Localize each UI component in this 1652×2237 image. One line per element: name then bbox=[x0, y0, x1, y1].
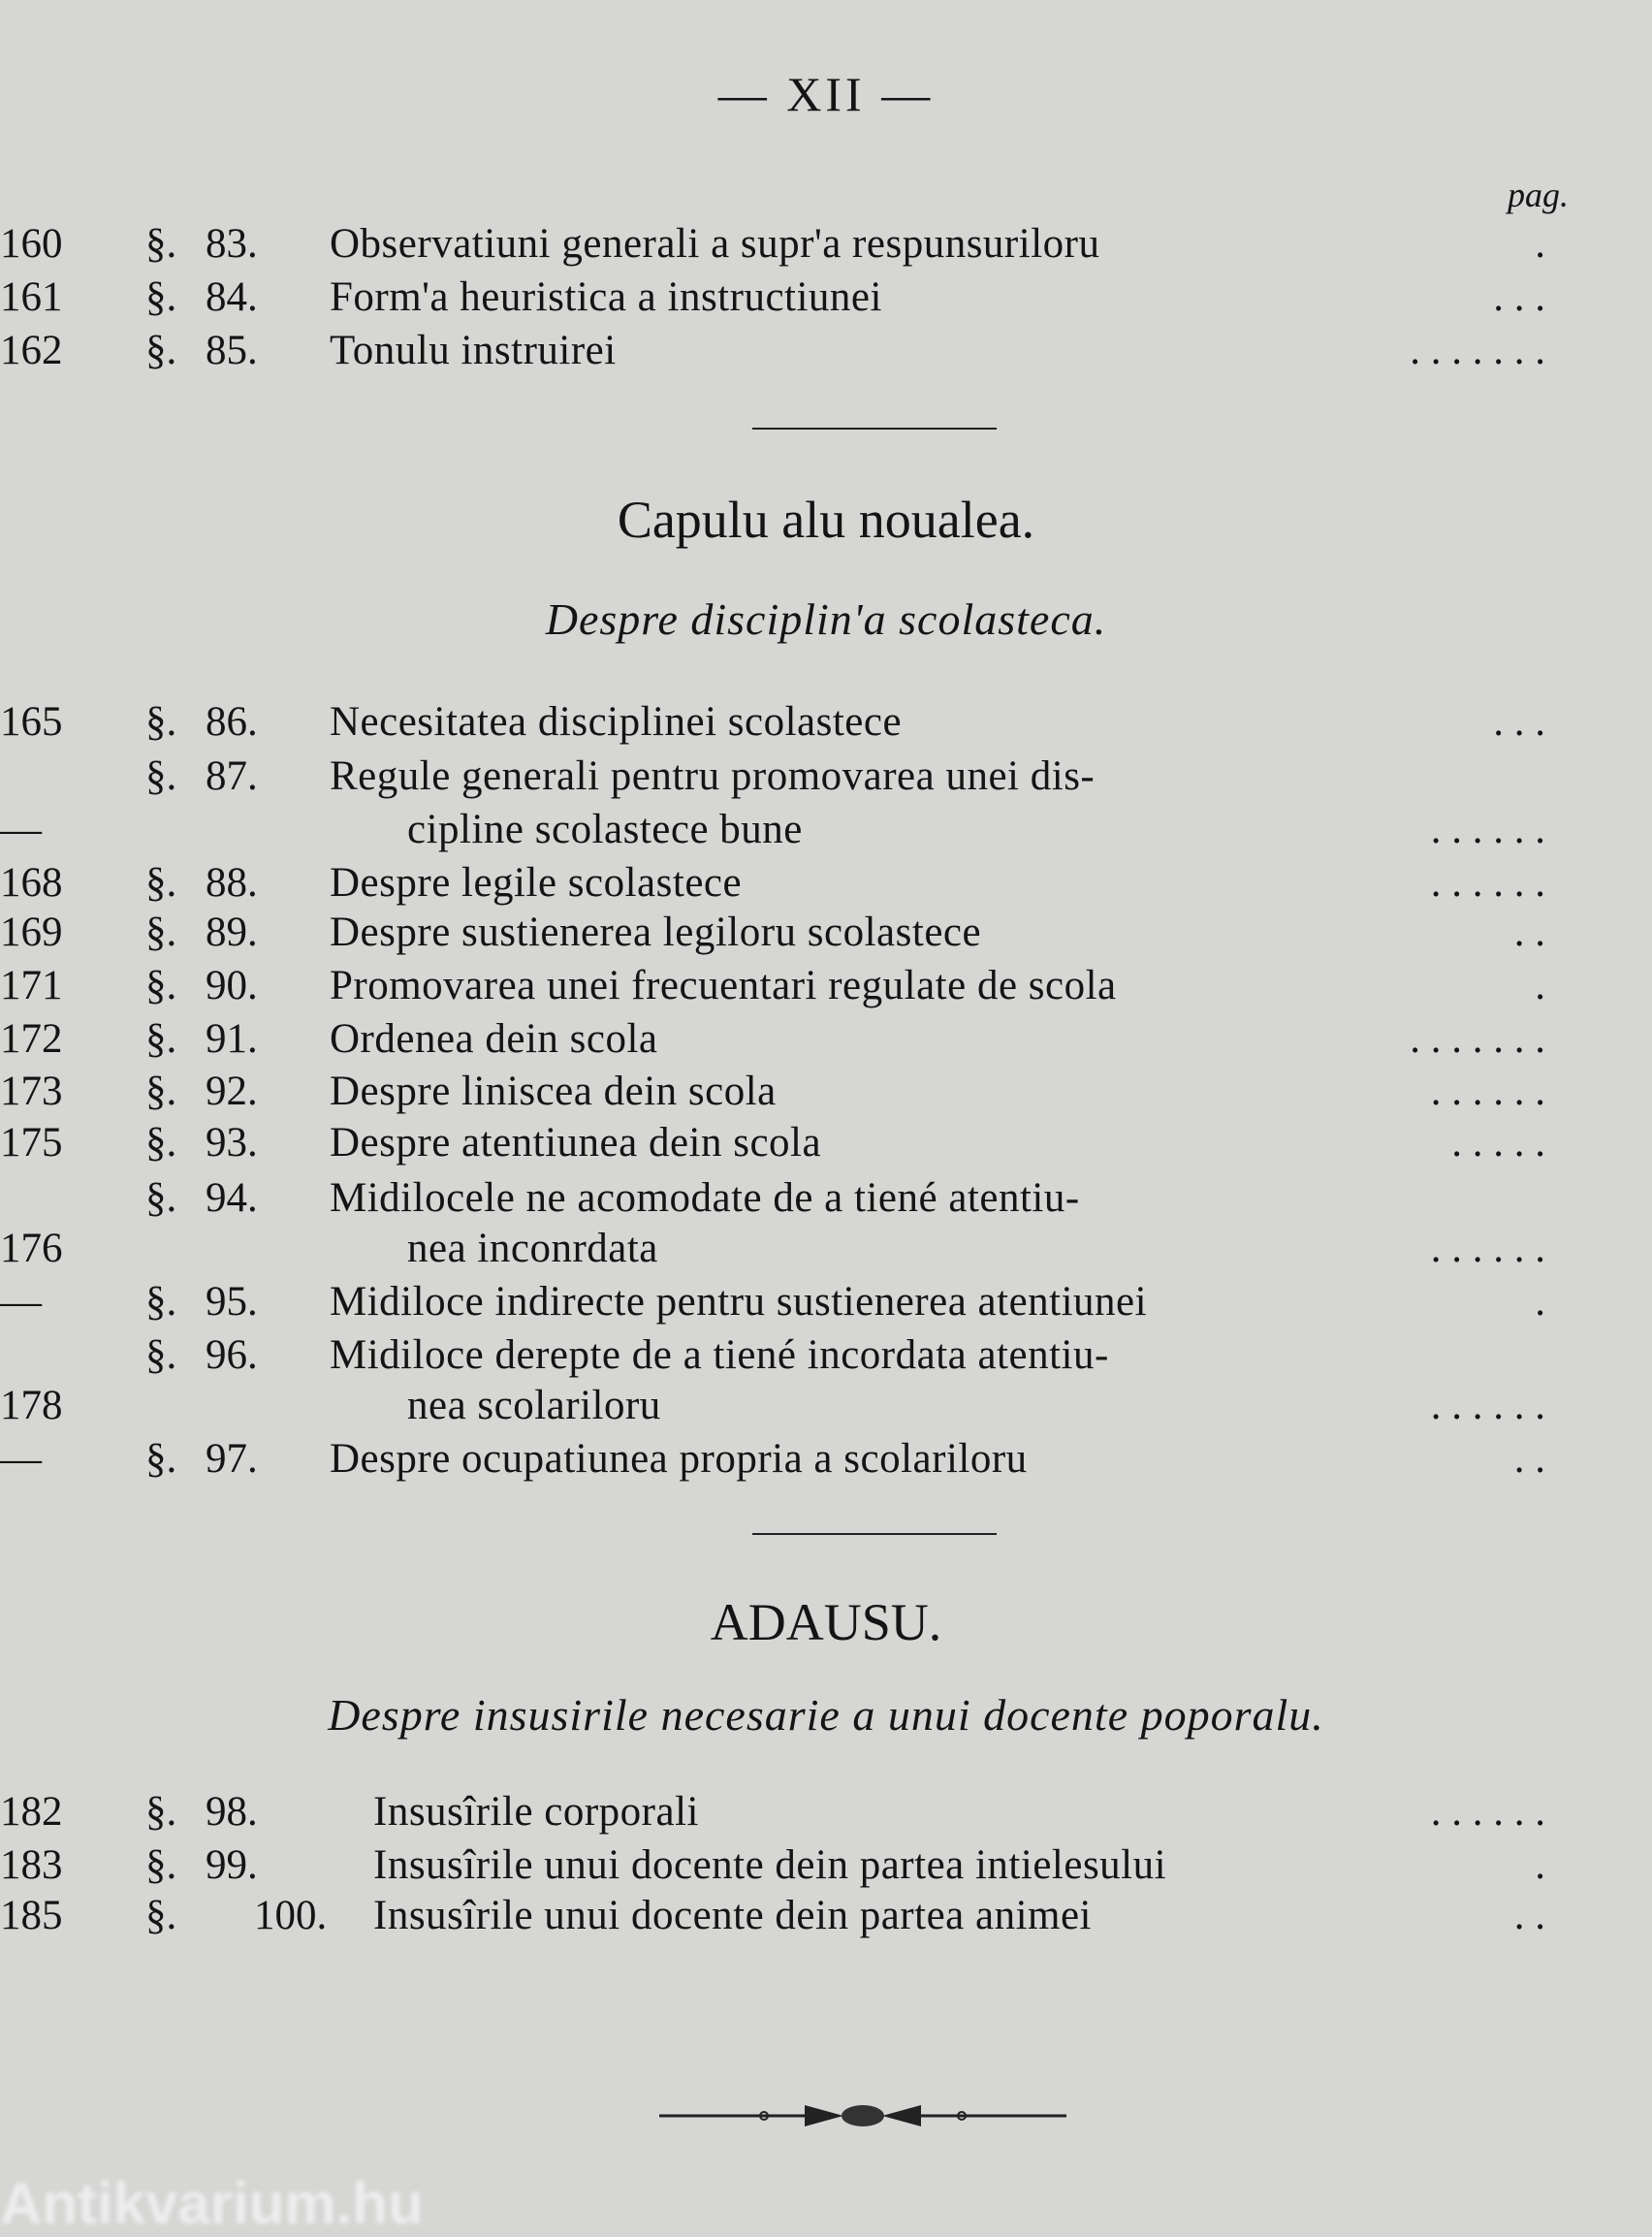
page-number: 178 bbox=[0, 1383, 63, 1428]
toc-entry bbox=[0, 960, 1652, 1012]
toc-entry bbox=[0, 751, 1652, 803]
section-sign: §. bbox=[145, 1120, 177, 1166]
leader-dots: . . . . . . bbox=[1430, 1383, 1545, 1428]
section-sign: §. bbox=[145, 1069, 177, 1114]
section-number: 99. bbox=[206, 1842, 258, 1888]
section-sign: §. bbox=[145, 1436, 177, 1482]
leader-dots: . . . . . . . bbox=[1410, 328, 1545, 373]
ornament-divider bbox=[659, 2099, 1066, 2132]
page-number: 169 bbox=[0, 910, 63, 955]
toc-entry bbox=[0, 1329, 1652, 1382]
divider-rule bbox=[752, 1533, 997, 1535]
divider-rule bbox=[752, 428, 997, 430]
page-number: — bbox=[0, 1436, 42, 1482]
leader-dots: . . bbox=[1513, 910, 1545, 955]
toc-entry bbox=[0, 1380, 1652, 1432]
section-number: 95. bbox=[206, 1279, 258, 1325]
section-sign: §. bbox=[145, 328, 177, 373]
leader-dots: . bbox=[1535, 1279, 1545, 1325]
entry-title: nea inconrdata bbox=[407, 1226, 658, 1271]
page-number: 175 bbox=[0, 1120, 63, 1166]
section-number: 98. bbox=[206, 1789, 258, 1835]
section-number: 92. bbox=[206, 1069, 258, 1114]
entry-title: Promovarea unei frecuentari regulate de scola bbox=[330, 963, 1117, 1008]
toc-entry bbox=[0, 907, 1652, 959]
leader-dots: . . . . . . bbox=[1430, 807, 1545, 852]
page-number: 172 bbox=[0, 1016, 63, 1062]
entry-title: Despre legile scolastece bbox=[330, 860, 743, 906]
entry-title: Observatiuni generali a supr'a respunsuriloru bbox=[330, 221, 1100, 267]
toc-entry bbox=[0, 1839, 1652, 1892]
leader-dots: . . . . . . bbox=[1430, 860, 1545, 906]
page-number: 160 bbox=[0, 221, 63, 267]
leader-dots: . . bbox=[1513, 1893, 1545, 1938]
chapter-title: Capulu alu noualea. bbox=[617, 491, 1035, 549]
section-number: 85. bbox=[206, 328, 258, 373]
page-number: 183 bbox=[0, 1842, 63, 1888]
leader-dots: . . . bbox=[1493, 274, 1545, 320]
entry-title: Insusîrile corporali bbox=[373, 1789, 699, 1835]
entry-title: Despre sustienerea legiloru scolastece bbox=[330, 910, 982, 955]
section-sign: §. bbox=[145, 274, 177, 320]
entry-title: Tonulu instruirei bbox=[330, 328, 617, 373]
page-number: 173 bbox=[0, 1069, 63, 1114]
entry-title: Despre liniscea dein scola bbox=[330, 1069, 777, 1114]
leader-dots: . bbox=[1535, 221, 1545, 267]
section-sign: §. bbox=[145, 1175, 177, 1221]
section-number: 90. bbox=[206, 963, 258, 1008]
section-number: 83. bbox=[206, 221, 258, 267]
leader-dots: . . . . . . . bbox=[1410, 1016, 1545, 1062]
leader-dots: . . . . . . bbox=[1430, 1069, 1545, 1114]
leader-dots: . bbox=[1535, 963, 1545, 1008]
entry-title: Form'a heuristica a instructiunei bbox=[330, 274, 882, 320]
toc-entry bbox=[0, 1433, 1652, 1486]
page-number: 161 bbox=[0, 274, 63, 320]
appendix-title: ADAUSU. bbox=[710, 1593, 942, 1651]
section-sign: §. bbox=[145, 1893, 177, 1938]
toc-entry bbox=[0, 272, 1652, 324]
section-number: 96. bbox=[206, 1332, 258, 1378]
section-sign: §. bbox=[145, 699, 177, 745]
entry-title: Despre ocupatiunea propria a scolariloru bbox=[330, 1436, 1028, 1482]
page-number: 185 bbox=[0, 1893, 63, 1938]
leader-dots: . . . . . bbox=[1451, 1120, 1545, 1166]
entry-title: Midiloce indirecte pentru sustienerea atentiunei bbox=[330, 1279, 1148, 1325]
toc-entry bbox=[0, 1172, 1652, 1225]
section-sign: §. bbox=[145, 910, 177, 955]
section-number: 91. bbox=[206, 1016, 258, 1062]
entry-title: Insusîrile unui docente dein partea animei bbox=[373, 1893, 1092, 1938]
section-number: 87. bbox=[206, 753, 258, 799]
page-number: 171 bbox=[0, 963, 63, 1008]
toc-entry bbox=[0, 1223, 1652, 1275]
watermark: Antikvarium.hu bbox=[0, 2171, 424, 2236]
page-number-header: — XII — bbox=[717, 67, 935, 121]
section-number: 84. bbox=[206, 274, 258, 320]
leader-dots: . . . . . . bbox=[1430, 1226, 1545, 1271]
section-sign: §. bbox=[145, 753, 177, 799]
leader-dots: . . . bbox=[1493, 699, 1545, 745]
entry-title: Regule generali pentru promovarea unei dis- bbox=[330, 753, 1096, 799]
entry-title: Midilocele ne acomodate de a tiené atentiu- bbox=[330, 1175, 1080, 1221]
page-number: 162 bbox=[0, 328, 63, 373]
toc-entry bbox=[0, 218, 1652, 271]
section-number: 100. bbox=[254, 1893, 328, 1938]
toc-entry bbox=[0, 1786, 1652, 1838]
section-sign: §. bbox=[145, 1016, 177, 1062]
section-sign: §. bbox=[145, 860, 177, 906]
leader-dots: . . bbox=[1513, 1436, 1545, 1482]
entry-title: Midiloce derepte de a tiené incordata atentiu- bbox=[330, 1332, 1109, 1378]
toc-entry bbox=[0, 696, 1652, 749]
entry-title: cipline scolastece bune bbox=[407, 807, 803, 852]
page-number: 182 bbox=[0, 1789, 63, 1835]
page-number: 168 bbox=[0, 860, 63, 906]
section-sign: §. bbox=[145, 221, 177, 267]
section-sign: §. bbox=[145, 1332, 177, 1378]
section-number: 89. bbox=[206, 910, 258, 955]
toc-entry bbox=[0, 1066, 1652, 1118]
page-number: — bbox=[0, 807, 42, 852]
entry-title: Ordenea dein scola bbox=[330, 1016, 658, 1062]
toc-entry bbox=[0, 804, 1652, 856]
entry-title: Insusîrile unui docente dein partea intielesului bbox=[373, 1842, 1167, 1888]
page-number: — bbox=[0, 1279, 42, 1325]
page-number: 176 bbox=[0, 1226, 63, 1271]
entry-title: Despre atentiunea dein scola bbox=[330, 1120, 822, 1166]
toc-entry bbox=[0, 857, 1652, 910]
chapter-subtitle: Despre disciplin'a scolasteca. bbox=[545, 594, 1107, 644]
appendix-subtitle: Despre insusirile necesarie a unui docente poporalu. bbox=[328, 1690, 1324, 1740]
pag-column-label: pag. bbox=[1508, 176, 1569, 214]
leader-dots: . bbox=[1535, 1842, 1545, 1888]
entry-title: Necesitatea disciplinei scolastece bbox=[330, 699, 903, 745]
section-sign: §. bbox=[145, 963, 177, 1008]
section-sign: §. bbox=[145, 1842, 177, 1888]
toc-entry bbox=[0, 1117, 1652, 1169]
section-sign: §. bbox=[145, 1279, 177, 1325]
section-number: 88. bbox=[206, 860, 258, 906]
toc-entry bbox=[0, 1890, 1652, 1942]
section-number: 93. bbox=[206, 1120, 258, 1166]
toc-entry bbox=[0, 325, 1652, 377]
entry-title: nea scolariloru bbox=[407, 1383, 661, 1428]
toc-entry bbox=[0, 1013, 1652, 1066]
section-number: 86. bbox=[206, 699, 258, 745]
section-number: 94. bbox=[206, 1175, 258, 1221]
leader-dots: . . . . . . bbox=[1430, 1789, 1545, 1835]
section-sign: §. bbox=[145, 1789, 177, 1835]
section-number: 97. bbox=[206, 1436, 258, 1482]
toc-entry bbox=[0, 1276, 1652, 1328]
page-number: 165 bbox=[0, 699, 63, 745]
